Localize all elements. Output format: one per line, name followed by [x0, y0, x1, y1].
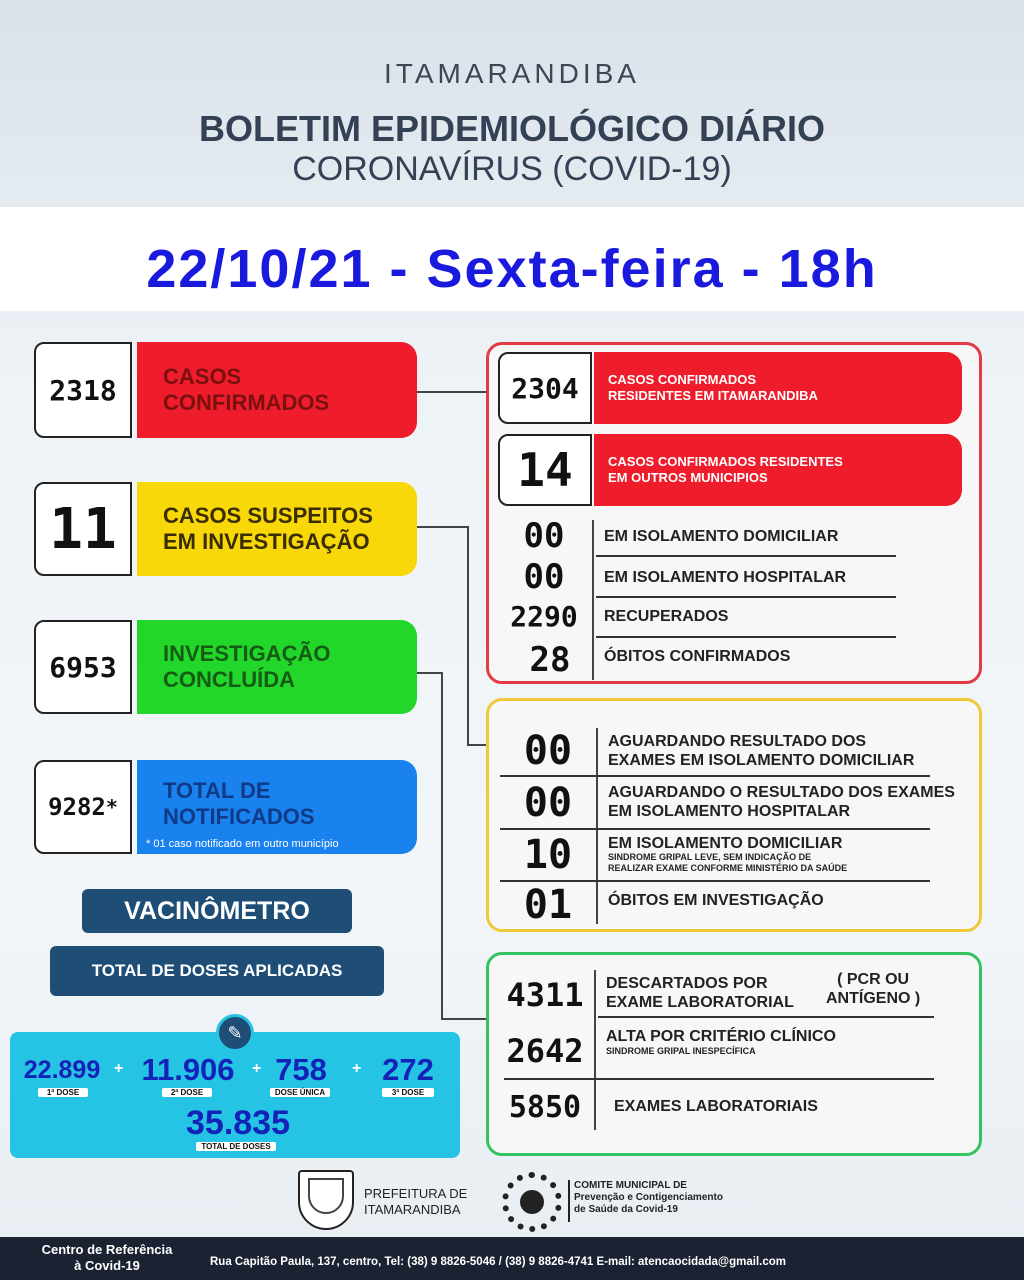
- prefeitura-name: PREFEITURA DE ITAMARANDIBA: [364, 1186, 468, 1217]
- footer-center-name: Centro de Referência à Covid-19: [41, 1242, 173, 1274]
- clinical-discharge-note: SINDROME GRIPAL INESPECÍFICA: [606, 1046, 756, 1056]
- connector-line: [417, 526, 469, 528]
- deaths-investigation-value: 01: [523, 882, 573, 928]
- dose2-tag: 2ª DOSE: [162, 1088, 212, 1097]
- dose2-value: 11.906: [141, 1052, 235, 1087]
- dose1-tag: 1ª DOSE: [38, 1088, 88, 1097]
- lab-exams-label: EXAMES LABORATORIAIS: [614, 1098, 818, 1115]
- discarded-label: DESCARTADOS POR EXAME LABORATORIAL: [606, 975, 794, 1012]
- notified-number: 9282: [48, 793, 106, 821]
- dose3-value: 272: [382, 1052, 434, 1087]
- dose3-tag: 3ª DOSE: [382, 1088, 434, 1097]
- dose1-value: 22.899: [23, 1056, 101, 1084]
- divider: [594, 970, 596, 1130]
- connector-line: [441, 672, 443, 1020]
- deaths-label: ÓBITOS CONFIRMADOS: [604, 648, 791, 665]
- total-doses-tag: TOTAL DE DOSES: [196, 1142, 276, 1151]
- suspect-value: 11: [34, 482, 132, 576]
- city-title: ITAMARANDIBA: [384, 58, 640, 89]
- concluded-label: INVESTIGAÇÃO CONCLUÍDA: [137, 620, 417, 714]
- dose-single-tag: DOSE ÚNICA: [270, 1088, 330, 1097]
- comite-name: COMITE MUNICIPAL DE Prevenção e Contigenciamento de Saúde da Covid-19: [574, 1180, 723, 1215]
- connector-line: [467, 526, 469, 746]
- total-doses-value: 35.835: [186, 1104, 290, 1142]
- bulletin-subtitle: CORONAVÍRUS (COVID-19): [292, 150, 732, 188]
- recovered-value: 2290: [510, 600, 578, 633]
- notified-asterisk: *: [105, 795, 118, 819]
- notified-label: TOTAL DE NOTIFICADOS: [137, 760, 417, 854]
- others-label: CASOS CONFIRMADOS RESIDENTES EM OUTROS MUNICIPIOS: [594, 434, 962, 506]
- bulletin-date: 22/10/21 - Sexta-feira - 18h: [146, 239, 878, 299]
- divider: [504, 1078, 934, 1080]
- others-value: 14: [498, 434, 592, 506]
- mild-isolation-note: SINDROME GRIPAL LEVE, SEM INDICAÇÃO DE REALIZAR EXAME CONFORME MINISTÉRIO DA SAÚDE: [608, 852, 848, 873]
- awaiting-home-value: 00: [523, 728, 573, 774]
- clinical-discharge-value: 2642: [506, 1032, 584, 1070]
- suspect-label: CASOS SUSPEITOS EM INVESTIGAÇÃO: [137, 482, 417, 576]
- syringe-icon: ✎: [216, 1014, 254, 1052]
- deaths-value: 28: [529, 640, 571, 680]
- resident-value: 2304: [498, 352, 592, 424]
- vaccinometer-title: VACINÔMETRO: [82, 889, 352, 933]
- connector-line: [417, 672, 443, 674]
- notified-value: [34, 760, 132, 854]
- divider: [596, 596, 896, 598]
- footer-contact: Rua Capitão Paula, 137, centro, Tel: (38) 9 8826-5046 / (38) 9 8826-4741 E-mail: atencaocidada@gmail.com: [210, 1256, 787, 1268]
- divider: [598, 1016, 934, 1018]
- dose-single-value: 758: [275, 1052, 327, 1087]
- discarded-value: 4311: [506, 976, 584, 1014]
- connector-line: [441, 1018, 487, 1020]
- hospital-isolation-value: 00: [523, 557, 565, 597]
- confirmed-label: CASOS CONFIRMADOS: [137, 342, 417, 438]
- lab-exams-value: 5850: [508, 1090, 582, 1125]
- divider: [568, 1180, 570, 1222]
- plus-sign: +: [252, 1060, 262, 1077]
- divider: [596, 555, 896, 557]
- confirmed-value: 2318: [34, 342, 132, 438]
- connector-line: [417, 391, 497, 393]
- deaths-investigation-label: ÓBITOS EM INVESTIGAÇÃO: [608, 892, 824, 909]
- virus-icon: [502, 1172, 562, 1232]
- awaiting-hospital-label: AGUARDANDO O RESULTADO DOS EXAMES EM ISOLAMENTO HOSPITALAR: [608, 784, 955, 821]
- recovered-label: RECUPERADOS: [604, 608, 729, 625]
- resident-label: CASOS CONFIRMADOS RESIDENTES EM ITAMARANDIBA: [594, 352, 962, 424]
- city-crest-icon: [298, 1170, 354, 1230]
- divider: [596, 728, 598, 924]
- discarded-method: ( PCR OU ANTÍGENO ): [826, 971, 921, 1008]
- bulletin-title: BOLETIM EPIDEMIOLÓGICO DIÁRIO: [198, 108, 825, 149]
- concluded-value: 6953: [34, 620, 132, 714]
- mild-isolation-label: EM ISOLAMENTO DOMICILIAR: [608, 835, 843, 852]
- clinical-discharge-label: ALTA POR CRITÉRIO CLÍNICO: [606, 1028, 836, 1045]
- plus-sign: +: [352, 1060, 362, 1077]
- home-isolation-value: 00: [523, 516, 565, 556]
- awaiting-home-label: AGUARDANDO RESULTADO DOS EXAMES EM ISOLAMENTO DOMICILIAR: [608, 733, 915, 770]
- home-isolation-label: EM ISOLAMENTO DOMICILIAR: [604, 528, 839, 545]
- awaiting-hospital-value: 00: [523, 780, 573, 826]
- divider: [500, 775, 930, 777]
- divider: [500, 828, 930, 830]
- plus-sign: +: [114, 1060, 124, 1077]
- hospital-isolation-label: EM ISOLAMENTO HOSPITALAR: [604, 569, 847, 586]
- connector-line: [467, 744, 487, 746]
- divider: [596, 636, 896, 638]
- mild-isolation-value: 10: [523, 832, 573, 878]
- divider: [592, 520, 594, 680]
- notified-note: * 01 caso notificado em outro município: [146, 838, 339, 850]
- total-doses-title: TOTAL DE DOSES APLICADAS: [50, 946, 384, 996]
